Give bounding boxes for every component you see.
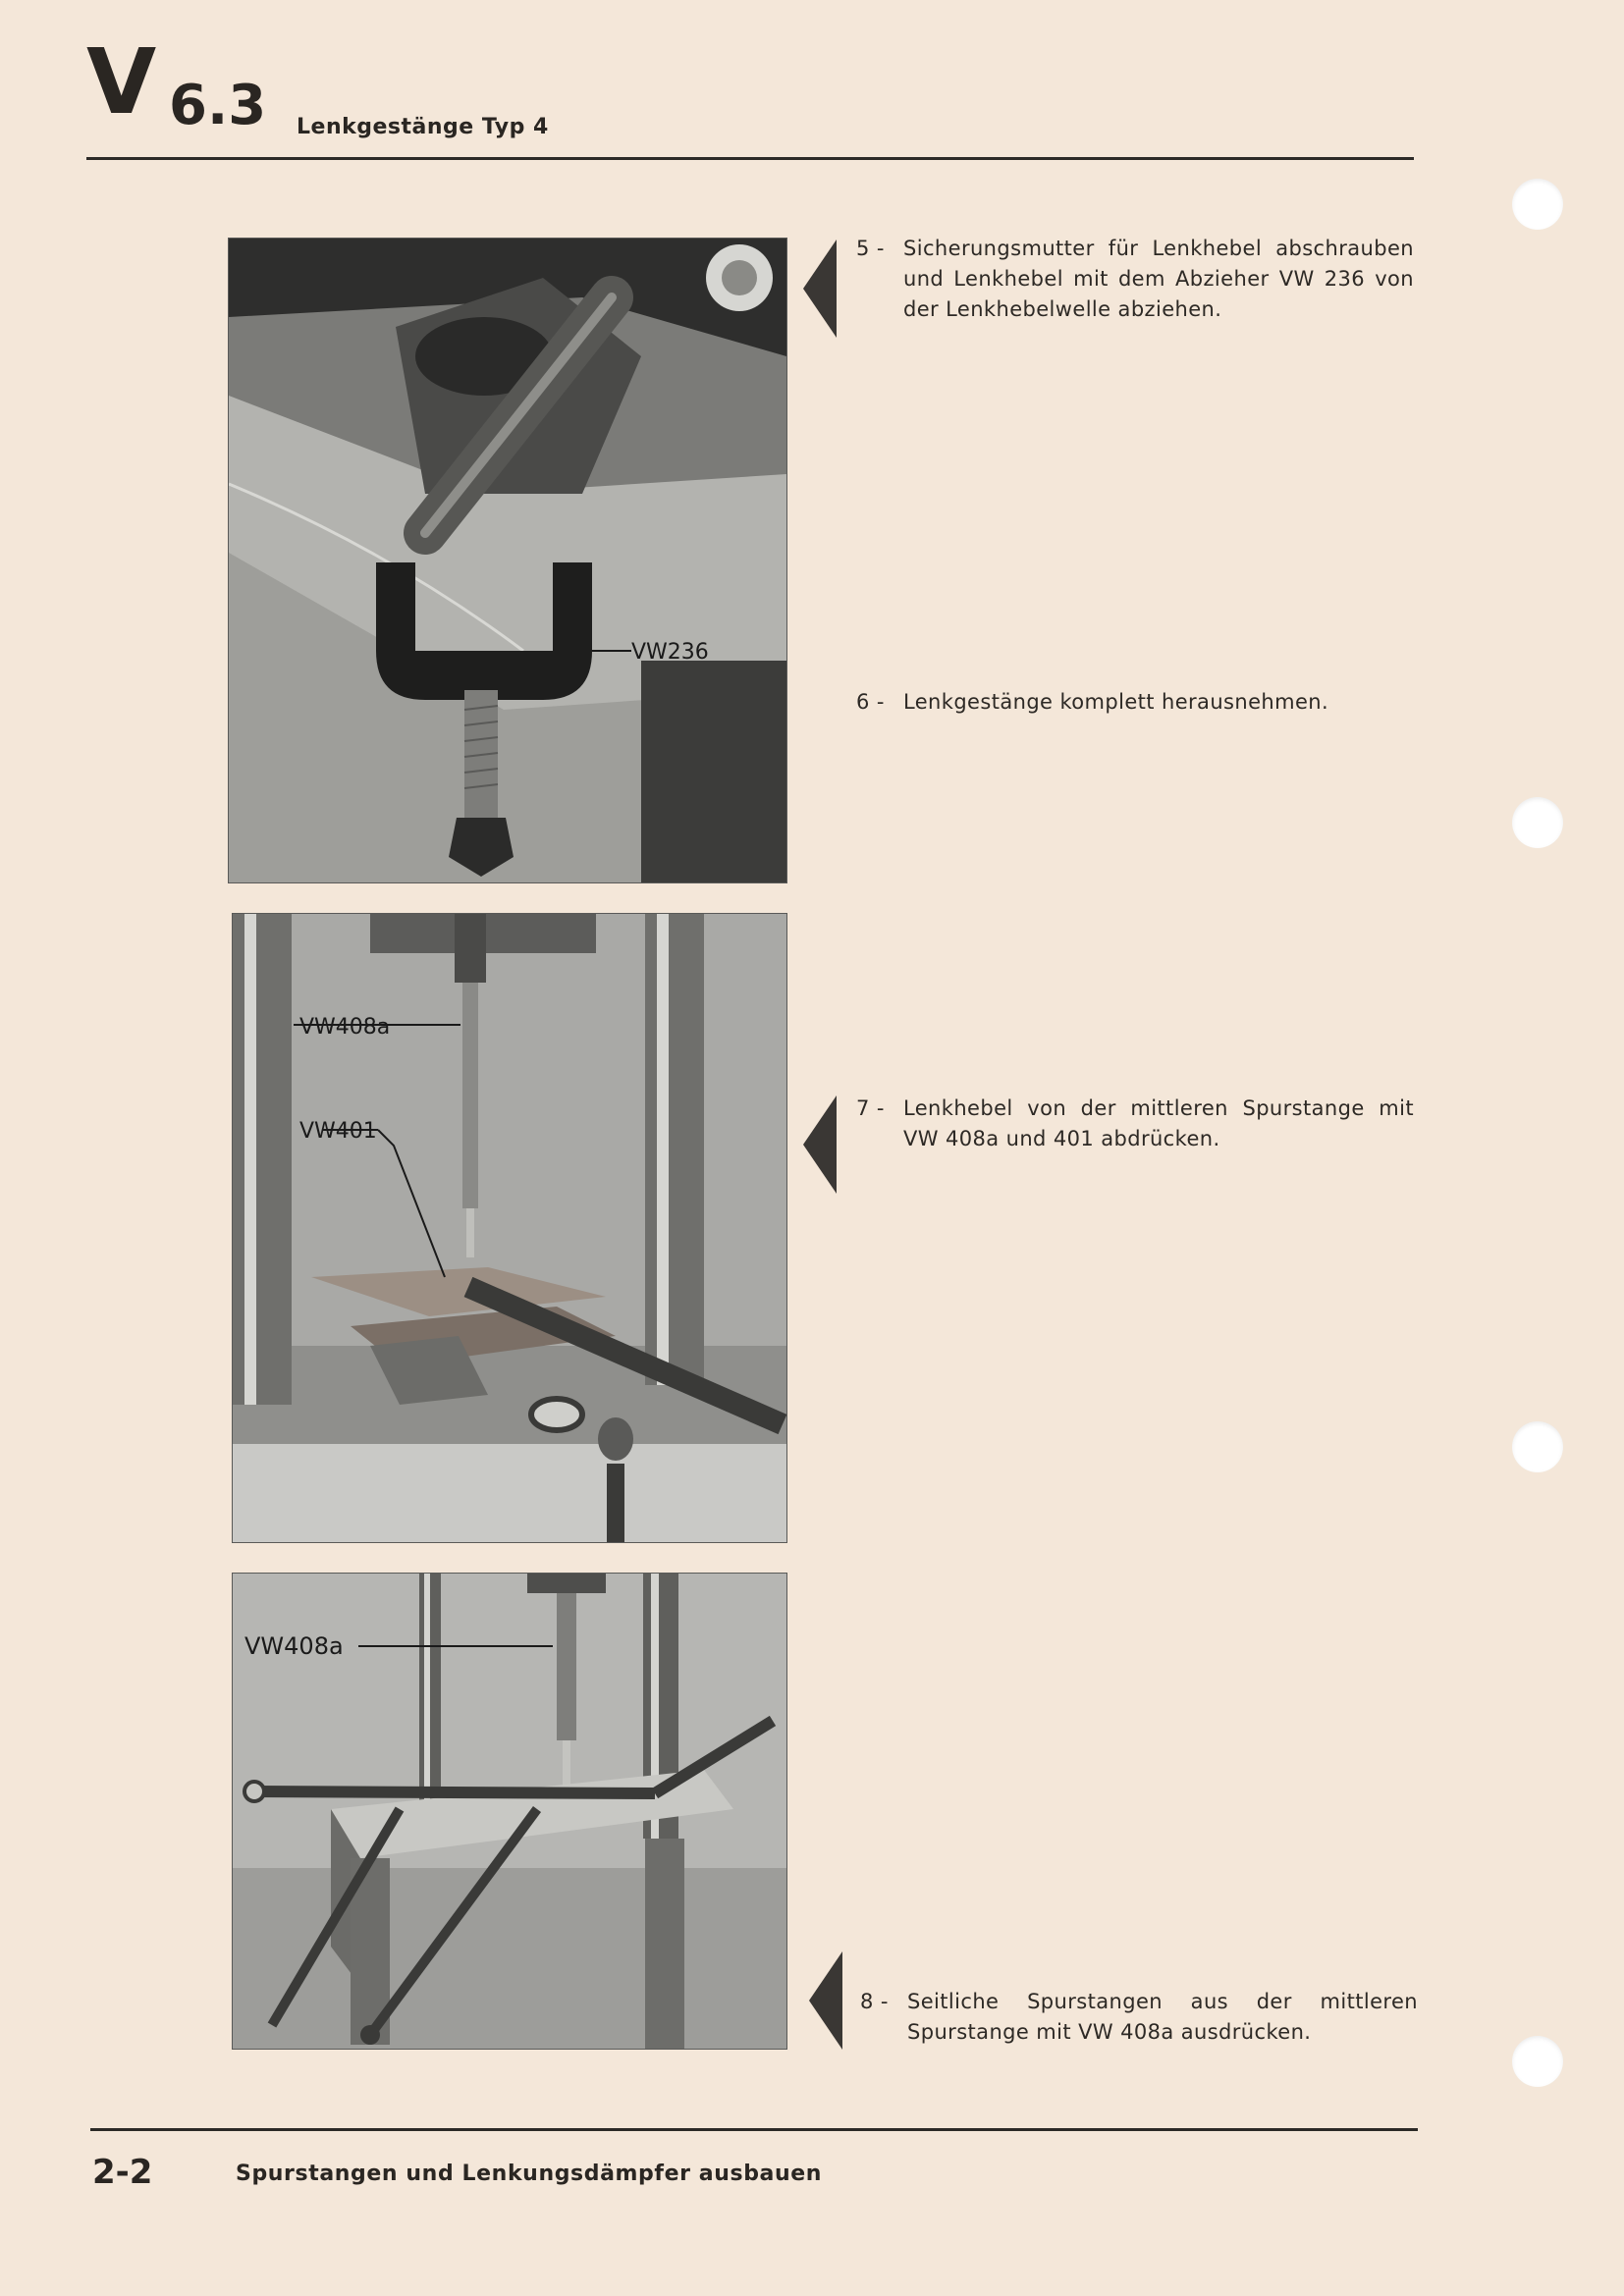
step-8: [860, 1987, 1418, 2048]
photo-2-label-408a: VW408a: [299, 1015, 391, 1040]
chapter-number: 6.3: [169, 74, 267, 137]
step-text: Sicherungsmutter für Lenkhebel abschrauben und Lenkhebel mit dem Abzieher VW 236 von der Lenkhebelwelle abziehen.: [903, 237, 1414, 321]
photo-press-tie-rods: [232, 1573, 787, 2050]
step-text: Lenkhebel von der mittleren Spurstange mit VW 408a und 401 abdrücken.: [903, 1096, 1414, 1150]
photo-press-steering-arm: [232, 913, 787, 1543]
chapter-letter: V: [86, 29, 155, 134]
step-text: Lenkgestänge komplett herausnehmen.: [903, 690, 1329, 714]
page-number: 2-2: [92, 2153, 153, 2192]
photo-3-graphic: [233, 1574, 786, 2049]
photo-3-label: VW408a: [244, 1632, 344, 1660]
pointer-arrow-icon: [803, 240, 837, 338]
header-rule: [86, 157, 1414, 160]
pointer-arrow-icon: [809, 1951, 842, 2050]
punch-hole: [1512, 797, 1563, 848]
step-number: 5 -: [856, 237, 885, 260]
step-5: [856, 234, 1414, 325]
photo-1-graphic: [229, 239, 786, 882]
punch-hole: [1512, 179, 1563, 230]
punch-hole: [1512, 2036, 1563, 2087]
step-text: Seitliche Spurstangen aus der mittleren Spurstange mit VW 408a ausdrücken.: [907, 1990, 1418, 2044]
section-title: Spurstangen und Lenkungsdämpfer ausbauen: [236, 2162, 823, 2186]
photo-2-label-401: VW401: [299, 1119, 377, 1144]
page-title: Lenkgestänge Typ 4: [297, 115, 549, 139]
step-6: [856, 687, 1414, 718]
footer-rule: [90, 2128, 1418, 2131]
photo-steering-arm-puller: [228, 238, 787, 883]
step-7: [856, 1094, 1414, 1154]
pointer-arrow-icon: [803, 1095, 837, 1194]
step-number: 8 -: [860, 1990, 889, 2013]
step-number: 7 -: [856, 1096, 885, 1120]
photo-2-graphic: [233, 914, 786, 1542]
photo-1-label: VW236: [631, 640, 709, 665]
punch-hole: [1512, 1421, 1563, 1472]
step-number: 6 -: [856, 690, 885, 714]
